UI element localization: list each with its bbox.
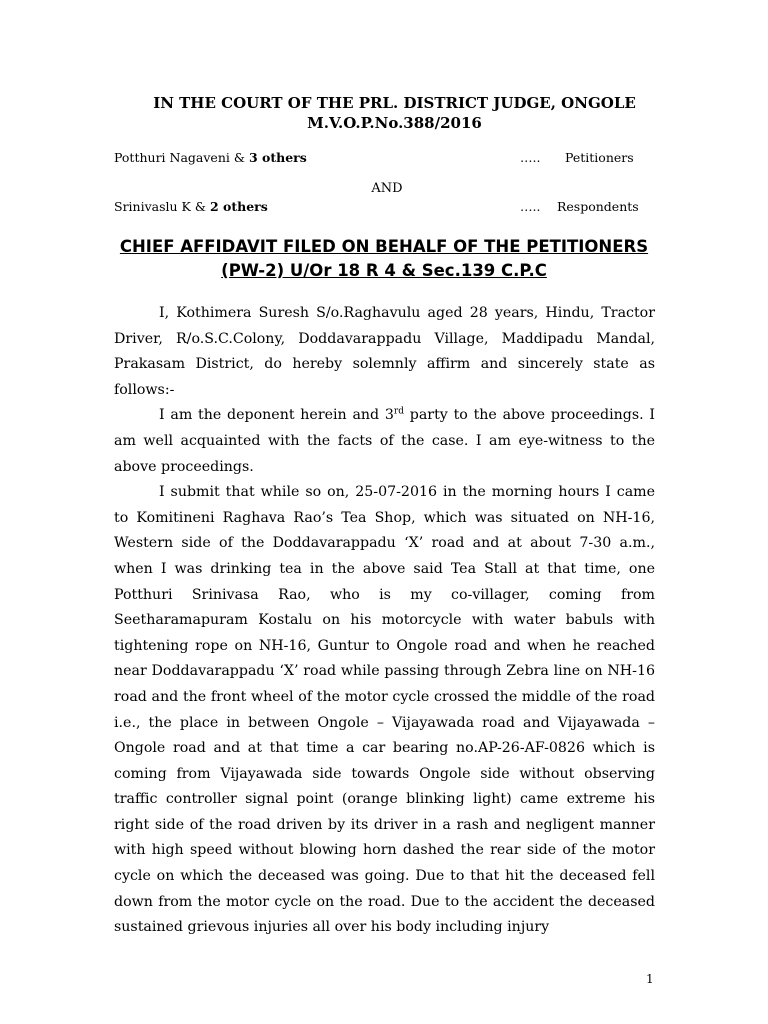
court-title: IN THE COURT OF THE PRL. DISTRICT JUDGE, ONGOLE (153, 94, 636, 112)
respondent-role: Respondents (557, 199, 639, 214)
respondent-name: Srinivaslu K & 2 others (114, 199, 268, 214)
affidavit-title-line-2: (PW-2) U/Or 18 R 4 & Sec.139 C.P.C (221, 261, 547, 280)
paragraph-witness-statement: I am the deponent herein and 3rd party to the above proceedings. I am well acquainted with the facts of the case. I am eye-witness to the above proceedings. (114, 406, 655, 475)
affidavit-title-line-1: CHIEF AFFIDAVIT FILED ON BEHALF OF THE PETITIONERS (119, 237, 649, 256)
respondent-row (114, 199, 646, 217)
petitioner-role: Petitioners (565, 150, 634, 165)
petitioner-row (114, 150, 646, 168)
respondent-dots: ….. (520, 199, 541, 214)
page-number: 1 (646, 972, 654, 986)
case-number: M.V.O.P.No.388/2016 (307, 114, 482, 132)
petitioner-dots: ….. (520, 150, 541, 165)
petitioner-name: Potthuri Nagaveni & 3 others (114, 150, 307, 165)
and-separator: AND (371, 181, 403, 196)
paragraph-deponent-details: I, Kothimera Suresh S/o.Raghavulu aged 28 years, Hindu, Tractor Driver, R/o.S.C.Colony, Doddavarappadu Village, Maddipadu Mandal, Prakasam District, do hereby solemnly affirm and sincerely state as follows:- (114, 305, 655, 398)
affidavit-body (114, 301, 655, 941)
paragraph-accident-account: I submit that while so on, 25-07-2016 in the morning hours I came to Komitineni Raghava Rao’s Tea Shop, which was situated on NH-16, Western side of the Doddavarappadu ‘X’ road and at about 7-30 a.m., when I was drinking tea in the above said Tea Stall at that time, one Potthuri Srinivasa Rao, who is my co-villager, coming from Seetharamapuram Kostalu on his motorcycle with water babuls with tightening rope on NH-16, Guntur to Ongole road and when he reached near Doddavarappadu ‘X’ road while passing through Zebra line on NH-16 road and the front wheel of the motor cycle crossed the middle of the road i.e., the place in between Ongole – Vijayawada road and Vijayawada – Ongole road and at that time a car bearing no.AP-26-AF-0826 which is coming from Vijayawada side towards Ongole side without observing traffic controller signal point (orange blinking light) came extreme his right side of the road driven by its driver in a rash and negligent manner with high speed without blowing horn dashed the rear side of the motor cycle on which the deceased was going. Due to that hit the deceased fell down from the motor cycle on the road. Due to the accident the deceased sustained grievous injuries all over his body including injury (114, 484, 655, 936)
